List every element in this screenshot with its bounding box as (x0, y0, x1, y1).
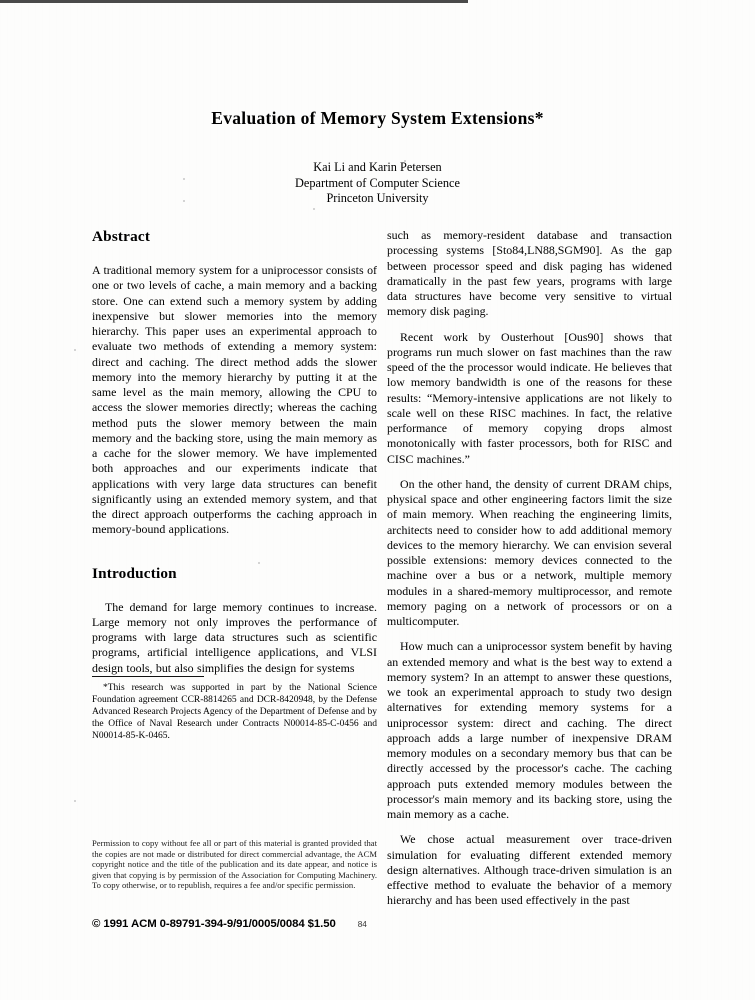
right-column (387, 228, 672, 909)
institution-line: Princeton University (326, 191, 429, 205)
permission-notice-text: Permission to copy without fee all or part of this material is granted provided that the copies are not made or distributed for direct commercial advantage, the ACM copyright notice and the title of the publication and its date appear, and notice is given that copying is by permission of the Association for Computing Machinery. To copy otherwise, or to republish, requires a fee and/or specific permission. (92, 838, 377, 891)
right-paragraph-3: On the other hand, the density of current DRAM chips, physical space and other engineering factors limit the size of main memory. When reaching the engineering limits, architects need to consider how to add additional memory devices to the memory hierarchy. We can envision several possible extensions: memory devices connected to the machine over a bus or a network, multiple memory modules in a shared-memory multiprocessor, and remote memory paging on a network of processors or on a multicomputer. (387, 476, 672, 628)
abstract-text: A traditional memory system for a uniprocessor consists of one or two levels of cache, a main memory and a backing store. One can extend such a memory system by adding inexpensive but slower memories into the memory hierarchy. This paper uses an experimental approach to evaluate two methods of extending a memory system: direct and caching. The direct method adds the slower memory into the memory hierarchy by putting it at the same level as the main memory, allowing the CPU to access the slower memories directly; whereas the caching method puts the slower memory between the main memory and the backing store, using the main memory as a cache for the slower memory. We have implemented both approaches and our experiments indicate that applications with very large data structures can benefit significantly using an extended memory system, and that the direct approach outperforms the caching approach in memory-bound applications. (92, 263, 377, 537)
abstract-heading: Abstract (92, 228, 151, 245)
footnote-block (92, 676, 377, 742)
page-title: Evaluation of Memory System Extensions* (211, 108, 544, 128)
copyright-line: © 1991 ACM 0-89791-394-9/91/0005/0084 $1.50 (92, 918, 336, 930)
right-paragraph-4: How much can a uniprocessor system benefit by having an extended memory and what is the best way to extend a memory system? In an attempt to answer these questions, we took an experimental approach to study two design alternatives for extending memory systems for a uniprocessor system: direct and caching. The direct approach adds a large number of inexpensive DRAM memory modules on a secondary memory bus that can be directly accessed by the processor's cache. The caching approach puts extended memory modules between the processor's main memory and its backing store, using the main memory as a cache. (387, 639, 672, 821)
affiliation-line: Department of Computer Science (295, 175, 460, 190)
footnote-rule (92, 676, 204, 677)
right-paragraph-2: Recent work by Ousterhout [Ous90] shows that programs run much slower on fast machines than the raw speed of the the processor would indicate. He believes that low memory bandwidth is one of the reasons for these results: “Memory-intensive applications are not likely to scale well on these RISC machines. In fact, the relative performance of memory copying drops almost monotonically with faster processors, both for RISC and CISC machines.” (387, 329, 672, 466)
authors-line: Kai Li and Karin Petersen (313, 160, 442, 174)
page-number: 84 (357, 920, 367, 929)
footnote-text: *This research was supported in part by the National Science Foundation agreement CCR-8814265 and DCR-8420948, by the Defense Advanced Research Projects Agency of the Department of Defense and by the Office of Naval Research under Contracts N00014-85-C-0456 and N00014-85-K-0465. (92, 683, 377, 742)
page-footer (92, 918, 412, 930)
author-block (0, 160, 755, 207)
right-paragraph-1: such as memory-resident database and transaction processing systems [Sto84,LN88,SGM90]. As the gap between processor speed and disk paging has widened dramatically in the past few years, programs with large data structures have become very sensitive to virtual memory disk paging. (387, 228, 672, 319)
permission-notice-block (92, 838, 377, 891)
title-block (0, 108, 755, 207)
right-paragraph-5: We chose actual measurement over trace-driven simulation for evaluating different extended memory design alternatives. Although trace-driven simulation is an effective method to evaluate the behavior of a memory hierarchy and has been used effectively in the past (387, 832, 672, 908)
introduction-heading: Introduction (92, 564, 177, 582)
left-column (92, 228, 377, 676)
introduction-paragraph-1: The demand for large memory continues to increase. Large memory not only improves the performance of programs with large data structures such as scientific programs, artificial intelligence applications, and VLSI design tools, but also simplifies the design for systems (92, 599, 377, 675)
